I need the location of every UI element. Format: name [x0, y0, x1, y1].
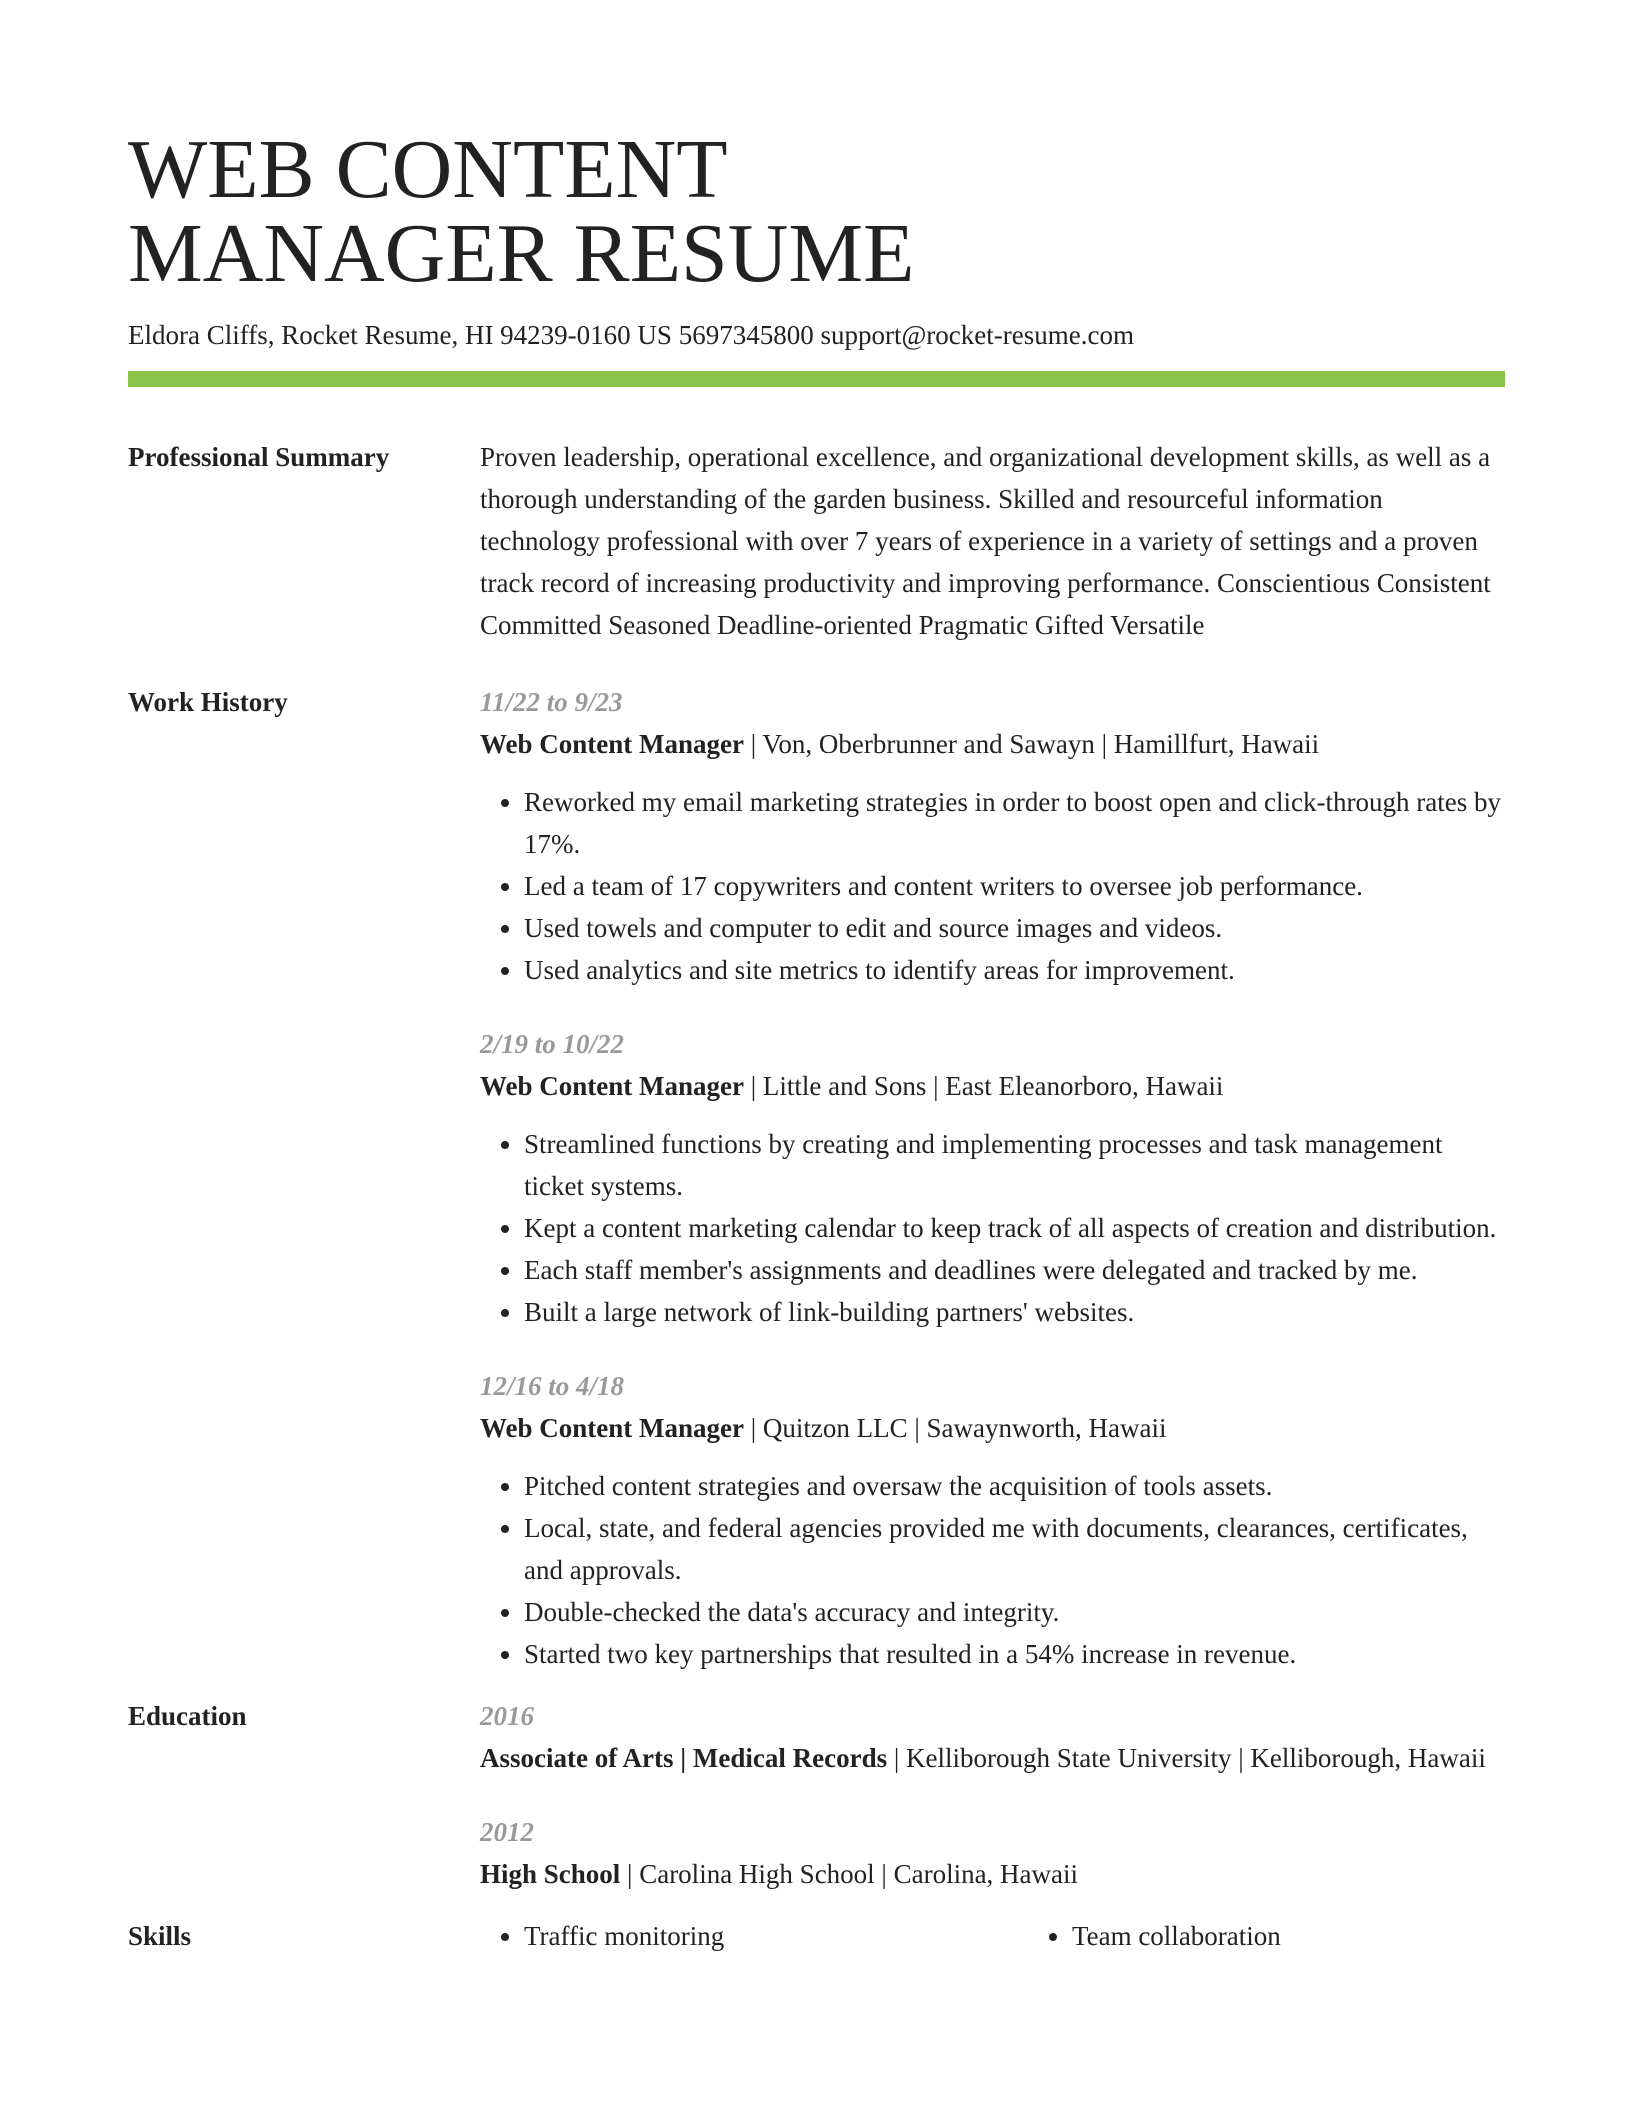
education-entry	[480, 1695, 1505, 1779]
job-bullet: • Used analytics and site metrics to identify areas for improvement.	[524, 949, 1505, 991]
education-details: | Carolina High School | Carolina, Hawaii	[620, 1859, 1079, 1889]
job-title: Web Content Manager	[480, 1413, 744, 1443]
job-role-line	[480, 1407, 1505, 1449]
education-degree: Associate of Arts | Medical Records	[480, 1743, 888, 1773]
job-date: 2/19 to 10/22	[480, 1029, 625, 1059]
job-entry	[480, 1023, 1505, 1333]
job-details: | Von, Oberbrunner and Sawayn | Hamillfurt, Hawaii	[743, 729, 1320, 759]
skills-section	[128, 1915, 1505, 1957]
skill-item: • Traffic monitoring	[524, 1915, 1028, 1957]
job-bullets	[480, 1123, 1505, 1333]
job-bullet: • Pitched content strategies and oversaw the acquisition of tools assets.	[524, 1465, 1505, 1507]
summary-label: Professional Summary	[128, 442, 390, 472]
job-bullet: • Built a large network of link-building partners' websites.	[524, 1291, 1505, 1333]
job-title: Web Content Manager	[480, 1071, 744, 1101]
contact-info: Eldora Cliffs, Rocket Resume, HI 94239-0160 US 5697345800 support@rocket-resume.com	[128, 320, 1134, 350]
job-bullet: • Local, state, and federal agencies provided me with documents, clearances, certificates, and approvals.	[524, 1507, 1505, 1591]
resume-title-line-2: MANAGER RESUME	[128, 207, 915, 300]
summary-section	[128, 436, 1505, 646]
skills-label: Skills	[128, 1921, 192, 1951]
job-bullet: • Led a team of 17 copywriters and content writers to oversee job performance.	[524, 865, 1505, 907]
job-bullets	[480, 781, 1505, 991]
job-bullet: • Started two key partnerships that resulted in a 54% increase in revenue.	[524, 1633, 1505, 1675]
job-bullet: • Reworked my email marketing strategies in order to boost open and click-through rates by 17%.	[524, 781, 1505, 865]
job-role-line	[480, 723, 1505, 765]
education-list	[480, 1695, 1505, 1895]
skills-column-1	[480, 1915, 1028, 1957]
skill-item: • Team collaboration	[1072, 1915, 1576, 1957]
job-bullet: • Used towels and computer to edit and source images and videos.	[524, 907, 1505, 949]
education-date: 2012	[480, 1817, 534, 1847]
accent-divider	[128, 371, 1505, 387]
job-date: 11/22 to 9/23	[480, 687, 623, 717]
job-details: | Quitzon LLC | Sawaynworth, Hawaii	[743, 1413, 1167, 1443]
resume-title	[128, 123, 1505, 300]
job-role-line	[480, 1065, 1505, 1107]
job-bullet: • Each staff member's assignments and deadlines were delegated and tracked by me.	[524, 1249, 1505, 1291]
education-line	[480, 1737, 1505, 1779]
resume-page	[128, 123, 1505, 1957]
education-details: | Kelliborough State University | Kelliborough, Hawaii	[887, 1743, 1486, 1773]
education-section	[128, 1695, 1505, 1895]
job-bullet: • Double-checked the data's accuracy and integrity.	[524, 1591, 1505, 1633]
work-history-section	[128, 681, 1505, 1675]
job-date: 12/16 to 4/18	[480, 1371, 625, 1401]
education-entry	[480, 1811, 1505, 1895]
education-degree: High School	[480, 1859, 621, 1889]
job-title: Web Content Manager	[480, 729, 744, 759]
work-history-list	[480, 681, 1505, 1675]
education-label: Education	[128, 1701, 247, 1731]
education-date: 2016	[480, 1701, 534, 1731]
job-bullet: • Kept a content marketing calendar to keep track of all aspects of creation and distribution.	[524, 1207, 1505, 1249]
skills-column-2	[1028, 1915, 1576, 1957]
job-bullet: • Streamlined functions by creating and implementing processes and task management ticket systems.	[524, 1123, 1505, 1207]
job-entry	[480, 681, 1505, 991]
job-details: | Little and Sons | East Eleanorboro, Hawaii	[743, 1071, 1224, 1101]
education-line	[480, 1853, 1505, 1895]
work-history-label: Work History	[128, 687, 288, 717]
job-entry	[480, 1365, 1505, 1675]
summary-text: Proven leadership, operational excellence, and organizational development skills, as well as a thorough understanding of the garden business. Skilled and resourceful information technology professional with over 7 years of experience in a variety of settings and a proven track record of increasing productivity and improving performance. Conscientious Consistent Committed Seasoned Deadline-oriented Pragmatic Gifted Versatile	[480, 442, 1491, 640]
resume-title-line-1: WEB CONTENT	[128, 123, 728, 216]
skills-list	[480, 1915, 1576, 1957]
job-bullets	[480, 1465, 1505, 1675]
